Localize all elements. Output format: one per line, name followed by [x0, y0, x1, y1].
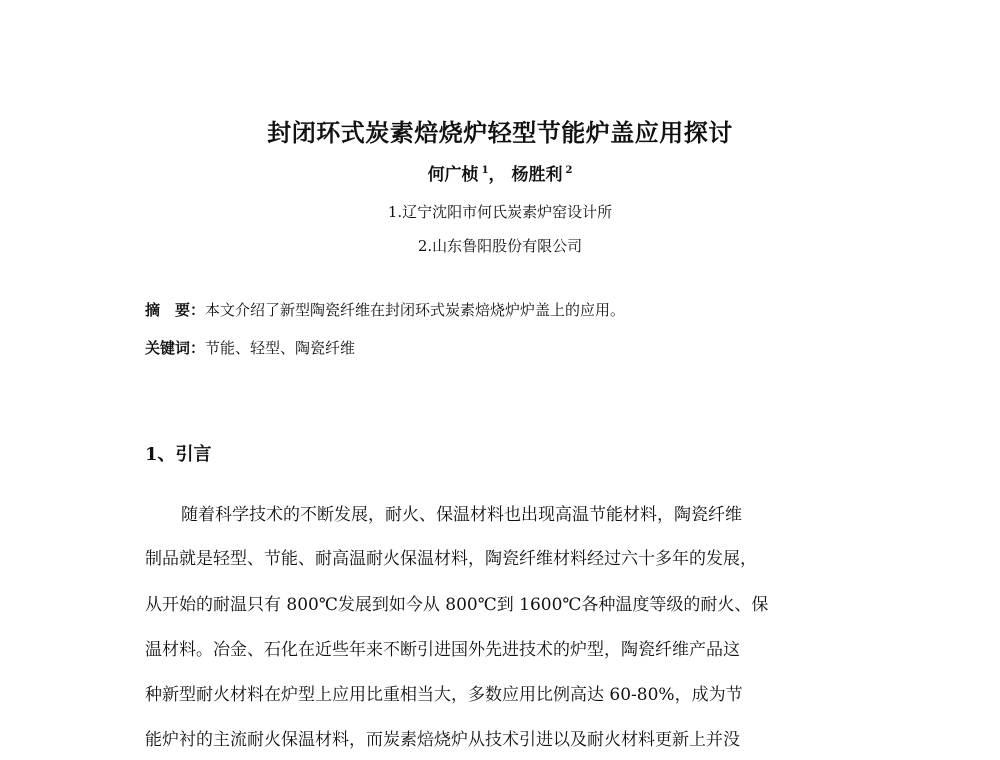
- author-name: 何广桢: [427, 165, 479, 185]
- keywords-text: 节能、轻型、陶瓷纤维: [205, 339, 356, 357]
- author-affiliation-mark: 1: [481, 165, 489, 176]
- body-text-line: 种新型耐火材料在炉型上应用比重相当大，多数应用比例高达 60-80%，成为节: [145, 685, 743, 705]
- abstract-label: 摘 要：: [145, 301, 206, 319]
- affiliation-2: 2.山东鲁阳股份有限公司: [417, 237, 583, 255]
- section-heading: 1、引言: [145, 444, 212, 465]
- keywords: [145, 337, 355, 358]
- affiliation-1: 1.辽宁沈阳市何氏炭素炉窑设计所: [387, 203, 613, 221]
- author-line: [0, 160, 1000, 185]
- abstract: [145, 299, 625, 320]
- body-text-line: 温材料。冶金、石化在近些年来不断引进国外先进技术的炉型，陶瓷纤维产品这: [145, 640, 740, 660]
- abstract-text: 本文介绍了新型陶瓷纤维在封闭环式炭素焙烧炉炉盖上的应用。: [205, 301, 626, 319]
- author-separator: ，: [488, 165, 506, 185]
- body-text-line: 从开始的耐温只有 800℃发展到如今从 800℃到 1600℃各种温度等级的耐火、保: [145, 595, 769, 615]
- body-text-line: 随着科学技术的不断发展，耐火、保温材料也出现高温节能材料，陶瓷纤维: [181, 505, 742, 525]
- keywords-label: 关键词：: [145, 339, 206, 357]
- paper-title: 封闭环式炭素焙烧炉轻型节能炉盖应用探讨: [267, 118, 733, 147]
- body-text-line: 能炉衬的主流耐火保温材料，而炭素焙烧炉从技术引进以及耐火材料更新上并没: [145, 730, 740, 750]
- author-affiliation-mark: 2: [565, 165, 573, 176]
- author-name: 杨胜利: [511, 165, 563, 185]
- body-text-line: 制品就是轻型、节能、耐高温耐火保温材料，陶瓷纤维材料经过六十多年的发展，: [145, 549, 757, 569]
